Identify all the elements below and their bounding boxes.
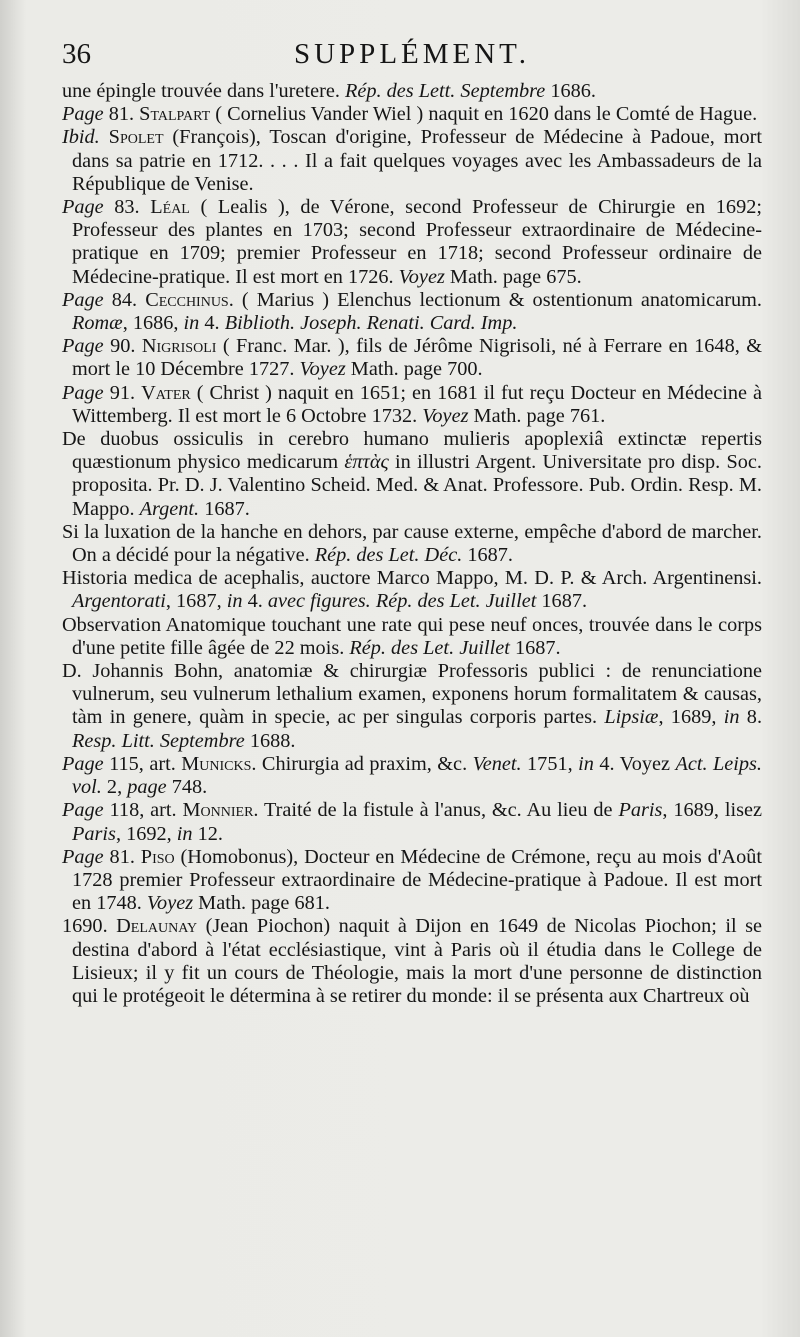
text-run: Lipsiæ xyxy=(604,706,659,729)
text-run: 1687. xyxy=(509,636,561,659)
text-entry xyxy=(62,753,762,799)
text-run: Argentorati xyxy=(72,590,166,613)
text-run: Municks xyxy=(181,752,252,775)
text-run: Observation Anatomique touchant une rate qui pese neuf onces, trouvée dans le corps d'une petite fille âgée de 22 mois. xyxy=(62,613,762,659)
text-run: 8. xyxy=(739,706,763,729)
text-run: Resp. Litt. Septembre xyxy=(72,729,245,752)
text-run: Voyez xyxy=(422,404,469,427)
text-entry xyxy=(62,126,762,196)
text-run: , 1689, lisez xyxy=(662,799,762,822)
text-run: 90. xyxy=(103,335,142,358)
text-run: Math. page 761. xyxy=(468,404,606,427)
text-run: 4. Voyez xyxy=(593,752,676,775)
text-entry xyxy=(62,915,762,1008)
text-run: Act. Leips. vol. xyxy=(72,752,763,799)
text-run: 1688. xyxy=(244,729,296,752)
text-run: 4. xyxy=(199,312,225,335)
text-run: Rép. des Lett. Septembre xyxy=(344,80,546,102)
text-run: Argent. xyxy=(139,497,200,520)
text-run: Math. page 700. xyxy=(345,358,483,381)
text-run: page xyxy=(127,776,167,799)
text-run: 115, art. xyxy=(103,752,182,775)
text-run: Voyez xyxy=(398,265,445,288)
text-run: 81. xyxy=(103,103,140,126)
text-entry xyxy=(62,846,762,916)
text-entry xyxy=(62,335,762,381)
text-entry xyxy=(62,382,762,428)
text-run: Nigrisoli xyxy=(141,335,217,358)
text-run: Page xyxy=(62,335,104,358)
text-run: , 1689, xyxy=(658,706,724,729)
text-run: Math. page 675. xyxy=(444,265,582,288)
text-run: Math. page 681. xyxy=(193,892,330,915)
text-run: Venet. xyxy=(472,752,522,775)
text-entry xyxy=(62,80,762,103)
text-run: 84. xyxy=(103,288,146,311)
text-run: . ( Marius ) Elenchus lectionum & ostentionum anatomicarum. xyxy=(228,288,762,311)
text-run: Paris xyxy=(72,822,116,845)
text-run: in xyxy=(578,752,594,775)
text-run: Voyez xyxy=(299,358,346,381)
text-run: ( Franc. Mar. ), fils de Jérôme Nigrisoli, né à Ferrare en 1648, & mort le 10 Décembre 1727. xyxy=(72,335,762,381)
text-run: Monnier xyxy=(182,799,254,822)
text-run: Rép. des Let. Juillet xyxy=(349,636,510,659)
text-run xyxy=(100,126,109,148)
page-header xyxy=(62,38,762,78)
text-entry xyxy=(62,196,762,289)
text-run: (Jean Piochon) naquit à Dijon en 1649 de Nicolas Piochon; il se destina d'abord à l'état ecclésiastique, vint à Paris où il étudia dans le College de Lisieux; il y fit un cours de Théologie, mais la mort d'une personne de distinction qui le protégeoit le détermina à se retirer du monde: il se présenta aux Chartreux où xyxy=(72,915,762,1007)
text-run: Page xyxy=(62,288,104,311)
text-run: Stalpart xyxy=(139,103,211,126)
text-entry xyxy=(62,567,762,613)
text-run: Page xyxy=(62,845,104,868)
page-number: 36 xyxy=(62,38,91,70)
text-run: in xyxy=(183,312,200,335)
text-run: in illustri Argent. Universitate pro disp. Soc. proposita. Pr. D. J. Valentino Scheid. Med. & Anat. Professore. Pub. Ordin. Resp. M. Mappo. xyxy=(72,451,762,520)
text-run: 12. xyxy=(192,822,223,845)
text-run: 4. xyxy=(242,590,268,613)
text-entry xyxy=(62,289,762,335)
text-run: . Traité de la fistule à l'anus, &c. Au lieu de xyxy=(253,799,619,822)
text-entry xyxy=(62,799,762,845)
text-run: De duobus ossiculis in cerebro humano mulieris apoplexiâ extinctæ repertis quæstionum physico medicarum xyxy=(62,428,762,474)
text-run: , 1687, xyxy=(165,590,227,613)
text-run: 91. xyxy=(103,381,142,404)
text-run: une épingle trouvée dans l'uretere. xyxy=(62,80,345,102)
text-run: 748. xyxy=(166,776,208,799)
text-run: 118, art. xyxy=(103,799,183,822)
text-run: ἑπτὰς xyxy=(344,451,389,474)
text-entry xyxy=(62,660,762,753)
text-run: Vater xyxy=(141,381,191,404)
text-entry xyxy=(62,614,762,660)
text-run: Voyez xyxy=(146,892,194,915)
text-entry xyxy=(62,103,762,126)
text-run: 83. xyxy=(103,196,151,219)
text-run: ( Christ ) naquit en 1651; en 1681 il fut reçu Docteur en Médecine à Wittemberg. Il est mort le 6 Octobre 1732. xyxy=(72,381,762,427)
text-run: Rép. des Let. Déc. xyxy=(314,544,463,567)
text-run: Léal xyxy=(150,196,190,219)
text-run: avec figures. Rép. des Let. Juillet xyxy=(267,590,537,613)
text-run: ( Cornelius Vander Wiel ) naquit en 1620 dans le Comté de Hague. xyxy=(210,103,758,126)
text-run: Cecchinus xyxy=(145,288,229,311)
text-run: (Homobonus), Docteur en Médecine de Crémone, reçu au mois d'Août 1728 premier Professeur extraordinaire de Médecine-pratique à Padoue. Il est mort en 1748. xyxy=(72,845,762,915)
text-run: Si la luxation de la hanche en dehors, par cause externe, empêche d'abord de marcher. On a décidé pour la négative. xyxy=(62,520,762,567)
running-head-title: SUPPLÉMENT. xyxy=(293,38,530,70)
text-run: in xyxy=(176,822,193,845)
text-run: D. Johannis Bohn, anatomiæ & chirurgiæ Professoris publici : de renunciatione vulnerum, seu vulnerum lethalium examen, exponens horum formalitatem & causas, tàm in genere, quàm in specie, ac per singulas corporis partes. xyxy=(62,660,762,729)
text-entry xyxy=(62,521,762,567)
text-run: , 1692, xyxy=(115,822,177,845)
text-run: 1690. xyxy=(62,915,117,938)
text-run: Spolet xyxy=(108,126,164,149)
text-run: 2, xyxy=(101,776,128,799)
text-run: (François), Toscan d'origine, Professeur de Médecine à Padoue, mort dans sa patrie en 1712. . . . Il a fait quelques voyages avec les Ambassadeurs de la République de Venise. xyxy=(72,126,762,195)
text-run: Piso xyxy=(140,845,175,868)
text-run: 1686. xyxy=(545,80,596,102)
text-run: Historia medica de acephalis, auctore Marco Mappo, M. D. P. & Arch. Argentinensi. xyxy=(62,567,762,590)
page-body xyxy=(62,80,762,1008)
text-entry xyxy=(62,428,762,521)
text-run: 1687. xyxy=(462,544,513,567)
text-run: 1687. xyxy=(199,497,250,520)
text-run: in xyxy=(723,706,740,729)
text-run: Paris xyxy=(618,799,663,822)
text-run: Delaunay xyxy=(116,915,198,938)
text-run: Page xyxy=(62,196,104,219)
text-run: 81. xyxy=(103,845,141,868)
text-run: , 1686, xyxy=(122,312,184,335)
text-run: Page xyxy=(62,799,104,822)
text-run: Ibid. xyxy=(62,126,100,149)
text-run: in xyxy=(226,590,243,613)
text-run: ( Lealis ), de Vérone, second Professeur de Chirurgie en 1692; Professeur des plantes en 1703; second Professeur extraordinaire de Médecine-pratique en 1709; premier Professeur en 1718; second Professeur ordinaire de Médecine-pratique. Il est mort en 1726. xyxy=(72,196,762,288)
text-run: Page xyxy=(62,381,104,404)
text-run: 1751, xyxy=(521,752,579,775)
text-run: . Chirurgia ad praxim, &c. xyxy=(251,752,473,775)
text-run: Romæ xyxy=(72,312,123,335)
text-run: 1687. xyxy=(536,590,588,613)
text-run: Page xyxy=(62,752,104,775)
text-run: Page xyxy=(62,103,104,126)
text-run: Biblioth. Joseph. Renati. Card. Imp. xyxy=(224,312,518,335)
